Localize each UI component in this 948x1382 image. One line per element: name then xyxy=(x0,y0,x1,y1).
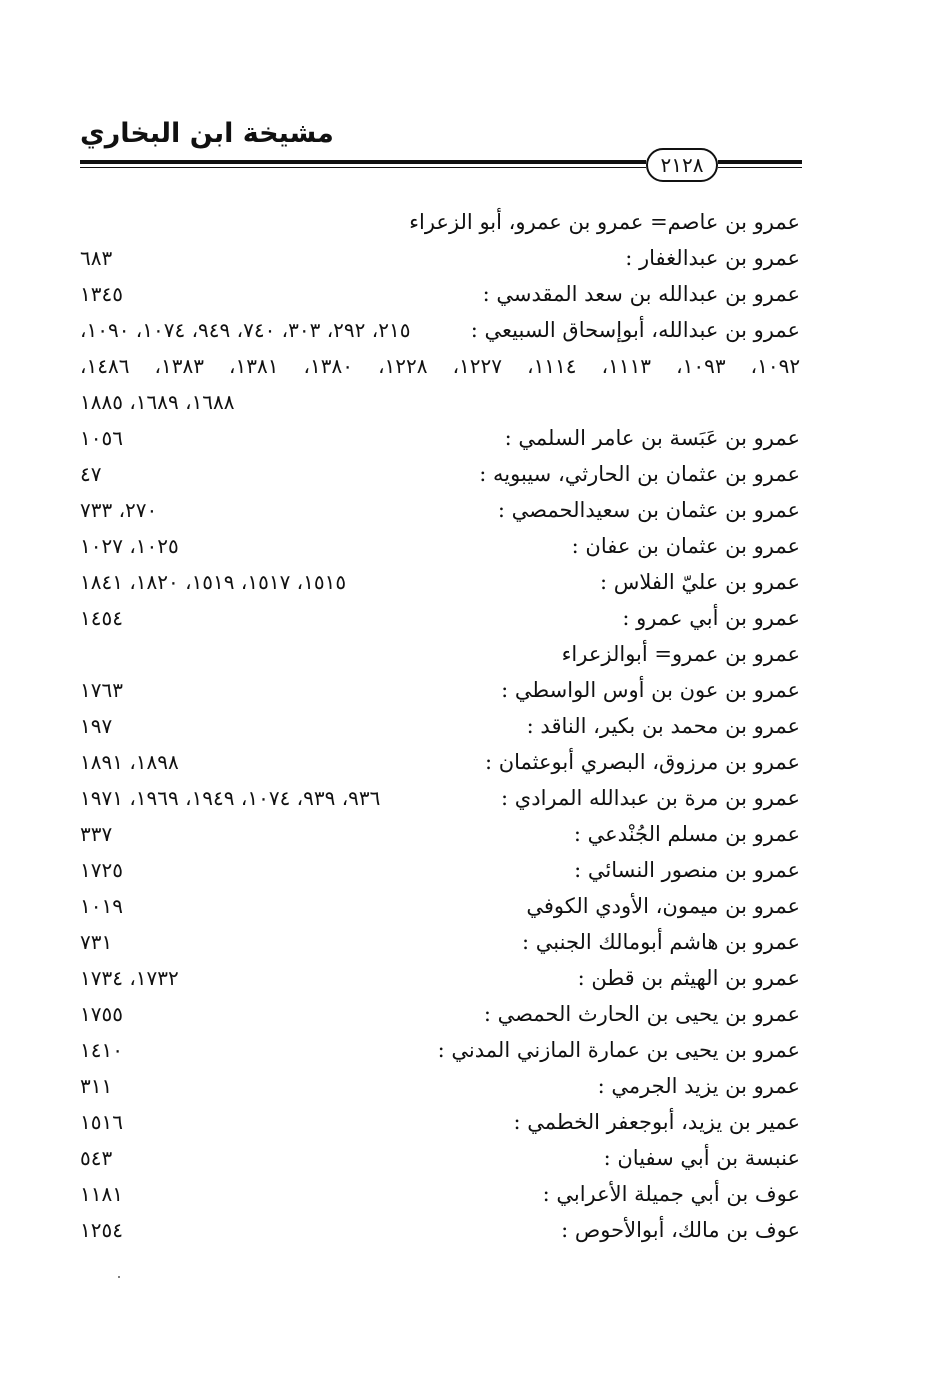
entry-refs: ١٧٦٣ xyxy=(80,678,123,702)
index-entry xyxy=(80,672,800,708)
entry-name: عمرو بن عمرو= أبوالزعراء xyxy=(561,642,800,666)
entry-name: عمير بن يزيد، أبوجعفر الخطمي : xyxy=(513,1110,800,1134)
header-rule-thin-left xyxy=(80,167,646,168)
entry-name: عمرو بن عثمان بن الحارثي، سيبويه : xyxy=(479,462,800,486)
index-entry xyxy=(80,1068,800,1104)
entry-name: عمرو بن منصور النسائي : xyxy=(574,858,800,882)
entry-name: عمرو بن يزيد الجرمي : xyxy=(597,1074,800,1098)
index-entry xyxy=(80,636,800,672)
index-entry xyxy=(80,996,800,1032)
entry-name: عمرو بن يحيى بن الحارث الحمصي : xyxy=(483,1002,800,1026)
index-entry-continuation xyxy=(80,384,800,420)
entry-name: عمرو بن مسلم الجُنْدعي : xyxy=(573,822,800,846)
index-entry-list xyxy=(80,204,800,1248)
index-entry xyxy=(80,312,800,348)
entry-name: عمرو بن هاشم أبومالك الجنبي : xyxy=(522,930,800,954)
index-entry xyxy=(80,780,800,816)
running-header xyxy=(80,112,802,182)
entry-refs: ٣١١ xyxy=(80,1074,113,1098)
entry-refs: ٩٣٦، ٩٣٩، ١٠٧٤، ١٩٤٩، ١٩٦٩، ١٩٧١ xyxy=(80,786,381,810)
entry-refs: ١٧٥٥ xyxy=(80,1002,123,1026)
entry-refs: ١٠٥٦ xyxy=(80,426,123,450)
entry-refs: ١٨٩٨، ١٨٩١ xyxy=(80,750,179,774)
entry-refs: ٤٧ xyxy=(80,462,102,486)
entry-refs: ١٥١٥، ١٥١٧، ١٥١٩، ١٨٢٠، ١٨٤١ xyxy=(80,570,347,594)
index-entry xyxy=(80,204,800,240)
index-entry xyxy=(80,960,800,996)
entry-refs: ١٤١٠ xyxy=(80,1038,123,1062)
index-entry xyxy=(80,816,800,852)
book-title: مشيخة ابن البخاري xyxy=(80,118,334,149)
index-entry xyxy=(80,1104,800,1140)
entry-refs: ١٢٥٤ xyxy=(80,1218,123,1242)
entry-name: عمرو بن ميمون، الأودي الكوفي xyxy=(526,894,800,918)
index-entry xyxy=(80,240,800,276)
entry-name: عنبسة بن أبي سفيان : xyxy=(603,1146,800,1170)
entry-refs: ٥٤٣ xyxy=(80,1146,113,1170)
index-entry-continuation xyxy=(80,348,800,384)
index-entry xyxy=(80,420,800,456)
entry-name: عمرو بن مرة بن عبدالله المرادي : xyxy=(501,786,800,810)
entry-refs: ١٩٧ xyxy=(80,714,113,738)
header-rule-thick-left xyxy=(80,160,646,164)
entry-refs: ١٧٢٥ xyxy=(80,858,123,882)
entry-refs: ١٧٣٢، ١٧٣٤ xyxy=(80,966,179,990)
index-entry xyxy=(80,888,800,924)
entry-name: عمرو بن يحيى بن عمارة المازني المدني : xyxy=(437,1038,800,1062)
index-entry xyxy=(80,600,800,636)
entry-refs: ٢١٥، ٢٩٢، ٣٠٣، ٧٤٠، ٩٤٩، ١٠٧٤، ١٠٩٠، xyxy=(80,318,411,342)
entry-name: عمرو بن أبي عمرو : xyxy=(622,606,800,630)
entry-refs: ١٣٤٥ xyxy=(80,282,123,306)
entry-refs: ١٠١٩ xyxy=(80,894,123,918)
entry-refs: ١٠٢٥، ١٠٢٧ xyxy=(80,534,179,558)
entry-refs: ٢٧٠، ٧٣٣ xyxy=(80,498,158,522)
entry-name: عمرو بن مرزوق، البصري أبوعثمان : xyxy=(484,750,800,774)
entry-refs: ٧٣١ xyxy=(80,930,113,954)
entry-name: عمرو بن عَبَسة بن عامر السلمي : xyxy=(504,426,800,450)
entry-name: عمرو بن عبدالله، أبوإسحاق السبيعي : xyxy=(470,318,800,342)
index-entry xyxy=(80,1032,800,1068)
header-rule-thin-right xyxy=(718,167,802,168)
index-entry xyxy=(80,708,800,744)
entry-name: عمرو بن محمد بن بكير، الناقد : xyxy=(526,714,800,738)
entry-name: عمرو بن عبدالغفار : xyxy=(625,246,800,270)
index-entry xyxy=(80,528,800,564)
entry-refs: ١٥١٦ xyxy=(80,1110,123,1134)
entry-refs: ١٤٥٤ xyxy=(80,606,123,630)
entry-refs: ١٠٩٢، ١٠٩٣، ١١١٣، ١١١٤، ١٢٢٧، ١٢٢٨، ١٣٨٠، ١٣٨١، ١٣٨٣، ١٤٨٦، xyxy=(80,354,801,378)
index-entry xyxy=(80,564,800,600)
print-speck xyxy=(118,1276,120,1278)
entry-refs: ٣٣٧ xyxy=(80,822,113,846)
entry-refs: ١١٨١ xyxy=(80,1182,123,1206)
index-entry xyxy=(80,924,800,960)
entry-name: عمرو بن عليّ الفلاس : xyxy=(599,570,800,594)
entry-name: عمرو بن عثمان بن عفان : xyxy=(571,534,800,558)
index-entry xyxy=(80,492,800,528)
index-entry xyxy=(80,456,800,492)
entry-name: عمرو بن الهيثم بن قطن : xyxy=(577,966,800,990)
entry-name: عمرو بن عاصم= عمرو بن عمرو، أبو الزعراء xyxy=(409,210,800,234)
entry-name: عوف بن مالك، أبوالأحوص : xyxy=(561,1218,800,1242)
index-entry xyxy=(80,276,800,312)
index-entry xyxy=(80,1140,800,1176)
index-entry xyxy=(80,1212,800,1248)
entry-name: عوف بن أبي جميلة الأعرابي : xyxy=(542,1182,800,1206)
index-entry xyxy=(80,744,800,780)
entry-name: عمرو بن عبدالله بن سعد المقدسي : xyxy=(482,282,800,306)
header-rule-thick-right xyxy=(718,160,802,164)
entry-refs: ٦٨٣ xyxy=(80,246,113,270)
entry-name: عمرو بن عون بن أوس الواسطي : xyxy=(501,678,800,702)
entry-name: عمرو بن عثمان بن سعيدالحمصي : xyxy=(497,498,800,522)
page-number: ٢١٢٨ xyxy=(646,148,718,182)
index-entry xyxy=(80,1176,800,1212)
entry-refs: ١٦٨٨، ١٦٨٩، ١٨٨٥ xyxy=(80,390,235,414)
index-entry xyxy=(80,852,800,888)
